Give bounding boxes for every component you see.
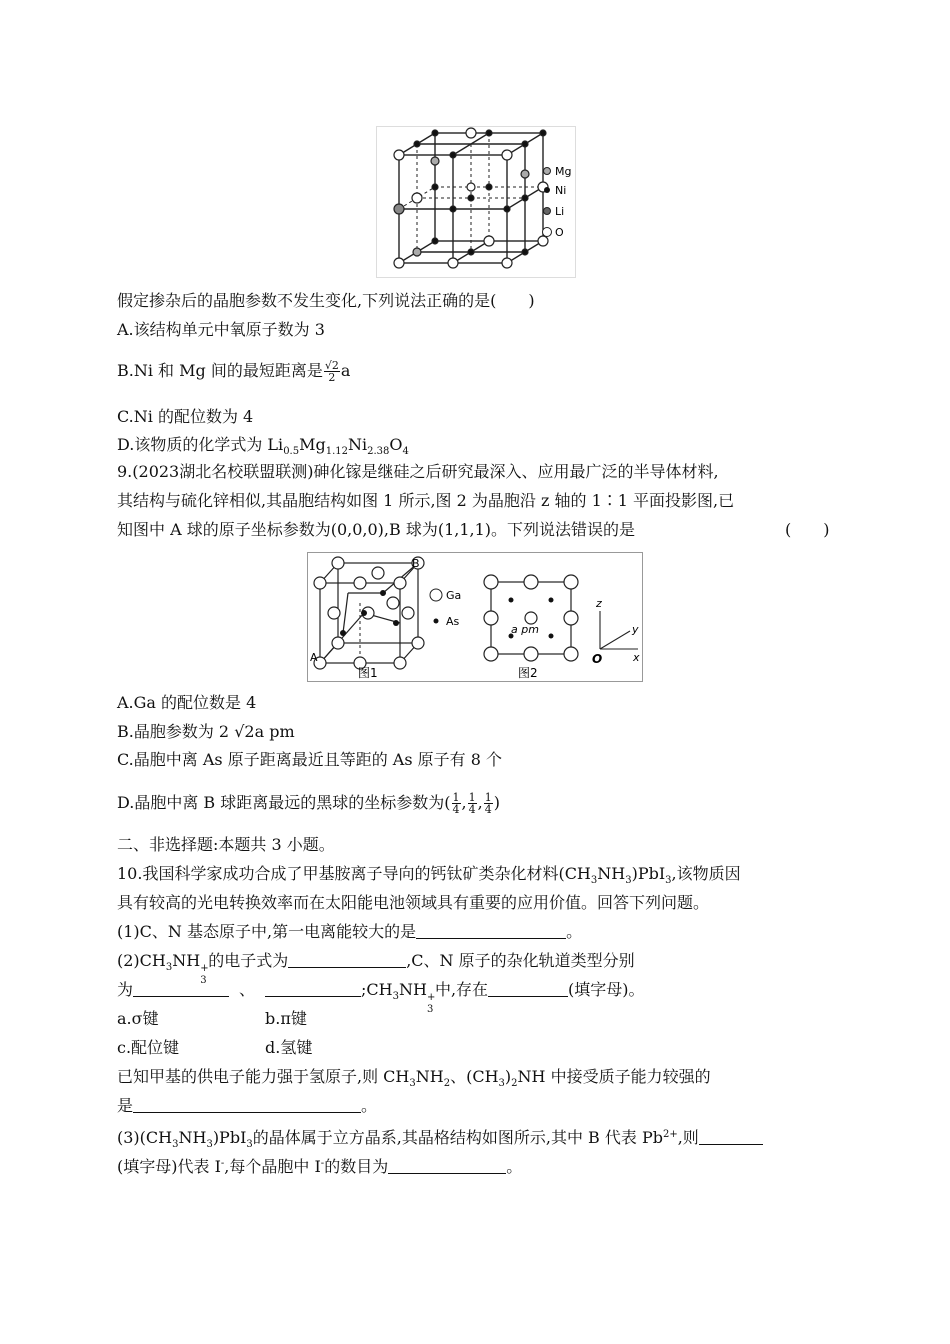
fraction-num: √2 (324, 359, 339, 372)
q10-text: 的晶体属于立方晶系,其晶格结构如图所示,其中 B 代表 Pb (252, 1128, 663, 1147)
sub: 3 (426, 1004, 434, 1015)
sub-li: 0.5 (283, 446, 300, 457)
answer-blank[interactable] (699, 1128, 763, 1145)
q10-part2c: 已知甲基的供电子能力强于氢原子,则 $CH_3NH_2$、$(CH_3)_2NH$ 中接受质子能力较强的 (117, 1067, 711, 1089)
q9-line3: 知图中 A 球的原子坐标参数为(0,0,0),B 球为(1,1,1)。下列说法错误的是 (117, 520, 636, 539)
sub: 3 (665, 875, 672, 886)
q10-line2: 具有较高的光电转换效率而在太阳能电池领域具有重要的应用价值。回答下列问题。 (117, 893, 710, 912)
sub-ni: 2.38 (367, 446, 390, 457)
q10-part2-text: 的电子式为 (208, 951, 289, 970)
q10-line1 (117, 863, 741, 892)
axis-origin: O (592, 652, 603, 666)
sep: 、 (239, 980, 256, 999)
sup-charge: - (320, 1158, 325, 1169)
q10-text: (填字母)。 (568, 980, 645, 999)
fig2-caption: 图2 (518, 666, 538, 680)
wei: 为 (117, 980, 134, 999)
axis-x: x (633, 651, 640, 664)
q10-text: 、(CH (450, 1067, 499, 1086)
q10-text: 已知甲基的供电子能力强于氢原子,则 CH (117, 1067, 410, 1086)
q10-text: ,则 (677, 1128, 699, 1147)
formula-li: D.该物质的化学式为 Li (117, 435, 284, 454)
legend-ga: Ga (446, 589, 462, 602)
q10-part3b (117, 1153, 522, 1178)
q10-text: (3)(CH (117, 1128, 173, 1147)
nh: NH (172, 951, 201, 970)
sup-plus: + (426, 992, 436, 1003)
nh: NH (178, 1128, 207, 1147)
fraction-den: 2 (328, 371, 336, 384)
option-a: a.σ键 (117, 1009, 159, 1028)
label-b: B (412, 557, 420, 570)
legend (543, 165, 572, 239)
crystal-figure-q8 (376, 126, 576, 278)
q10-text-end: ,该物质因 (671, 864, 741, 883)
sup-charge: 2+ (662, 1129, 678, 1140)
q10-part1 (117, 921, 582, 943)
fraction-den: 4 (468, 803, 476, 816)
apm-label: a pm (511, 623, 539, 636)
q10-part2d (117, 1095, 377, 1117)
pbi: )PbI (631, 864, 666, 883)
fraction-num: 1 (484, 791, 492, 804)
close-paren: ) (493, 793, 500, 812)
fraction-2 (468, 792, 477, 815)
option-c: c.配位键 (117, 1038, 180, 1057)
q10-text: 10.我国科学家成功合成了甲基胺离子导向的钙钛矿类杂化材料(CH (117, 864, 591, 883)
q10-part1-text: (1)C、N 基态原子中,第一电离能较大的是 (117, 922, 417, 941)
formula-o: O (389, 435, 403, 454)
answer-blank[interactable] (133, 1096, 361, 1113)
q8-option-d (117, 434, 409, 463)
axis-z: z (596, 597, 602, 610)
q10-text: (填字母)代表 I (117, 1157, 221, 1176)
fraction-den: 4 (452, 803, 460, 816)
section-heading: 二、非选择题:本题共 3 小题。 (117, 835, 335, 854)
sub: 3 (165, 962, 173, 973)
q9-option-d-text: D.晶胞中离 B 球距离最远的黑球的坐标参数为( (117, 793, 451, 812)
sub: 3 (172, 1139, 179, 1150)
sub: 2 (511, 1078, 518, 1089)
q10-text: 的数目为 (324, 1157, 389, 1176)
sup-charge: - (220, 1158, 225, 1169)
legend-li: Li (555, 205, 565, 218)
q9-option-a: A.Ga 的配位数是 4 (117, 693, 257, 712)
answer-blank[interactable] (416, 922, 566, 939)
sub-mg: 1.12 (325, 446, 348, 457)
q9-answer-paren: ( ) (785, 520, 830, 539)
q10-text: ,每个晶胞中 I (224, 1157, 321, 1176)
q9-line1: 9.(2023湖北名校联盟联测)砷化镓是继硅之后研究最深入、应用最广泛的半导体材料, (117, 462, 719, 481)
q8-option-c: C.Ni 的配位数为 4 (117, 407, 254, 426)
legend-o: O (555, 226, 564, 239)
q8-option-b-text: B.Ni 和 Mg 间的最短距离是 (117, 361, 323, 380)
legend-mg: Mg (555, 165, 572, 178)
sub: 3 (206, 1139, 213, 1150)
q10-text: NH 中接受质子能力较强的 (517, 1067, 711, 1086)
formula-mg: Mg (299, 435, 326, 454)
q9-option-c: C.晶胞中离 As 原子距离最近且等距的 As 原子有 8 个 (117, 750, 502, 769)
sub: 3 (200, 975, 207, 986)
sub: 2 (443, 1078, 451, 1089)
fraction-den: 4 (484, 803, 492, 816)
answer-blank[interactable] (288, 951, 406, 968)
answer-blank[interactable] (488, 980, 568, 997)
period: 。 (566, 922, 583, 941)
legend-ni: Ni (555, 184, 567, 197)
sub: 3 (392, 991, 399, 1002)
ch: (2)CH (117, 951, 166, 970)
fraction-1 (452, 792, 461, 815)
q10-text: 是 (117, 1096, 134, 1115)
nh: NH (415, 1067, 444, 1086)
option-d: d.氢键 (265, 1038, 313, 1057)
sub: 3 (498, 1078, 505, 1089)
q8-option-b (117, 360, 350, 383)
fraction-num: 1 (468, 791, 476, 804)
q10-text: 中,存在 (434, 980, 489, 999)
q10-part2b (117, 979, 645, 1015)
nh: NH (399, 980, 427, 999)
sub: 3 (409, 1078, 416, 1089)
period: 。 (506, 1157, 523, 1176)
answer-blank[interactable] (388, 1157, 506, 1174)
sub: 3 (590, 875, 598, 886)
q8-option-b-unit: a (340, 361, 351, 380)
q8-stem: 假定掺杂后的晶胞参数不发生变化,下列说法正确的是( ) (117, 291, 535, 310)
legend-as: As (446, 615, 460, 628)
sup-plus: + (200, 963, 209, 974)
formula-ni: Ni (347, 435, 368, 454)
sub-o: 4 (402, 446, 409, 457)
label-a: A (310, 651, 318, 664)
answer-blank[interactable] (265, 980, 361, 997)
sub: 3 (625, 875, 632, 886)
q10-part2 (117, 950, 635, 986)
pbi: )PbI (212, 1128, 247, 1147)
q9-line2: 其结构与硫化锌相似,其晶胞结构如图 1 所示,图 2 为晶胞沿 z 轴的 1∶1 平面投影图,已 (117, 491, 735, 510)
gaas-diagram (308, 553, 642, 681)
crystal-figure-q9 (307, 552, 643, 682)
q9-option-d: D.晶胞中离 B 球距离最远的黑球的坐标参数为( $\frac{1}{4}$ , $\frac{1}{4}$ , $\frac{1}{4}$ ) (117, 791, 500, 816)
nh: NH (597, 864, 626, 883)
axis-y: y (632, 623, 639, 636)
answer-blank[interactable] (133, 980, 229, 997)
fraction-num: 1 (452, 791, 460, 804)
crystal-lattice-diagram (377, 127, 575, 277)
q8-option-a: A.该结构单元中氧原子数为 3 (117, 320, 325, 339)
q9-option-b: B.晶胞参数为 2 √2a pm (117, 722, 295, 741)
ch: ;CH (361, 980, 393, 999)
fig1-caption: 图1 (358, 666, 378, 680)
fraction-3 (484, 792, 493, 815)
q10-part2-text-end: ,C、N 原子的杂化轨道类型分别 (406, 951, 635, 970)
sub: 3 (246, 1139, 253, 1150)
option-b: b.π键 (265, 1009, 307, 1028)
fraction (324, 360, 340, 383)
period: 。 (361, 1096, 378, 1115)
q10-part3 (117, 1124, 763, 1156)
